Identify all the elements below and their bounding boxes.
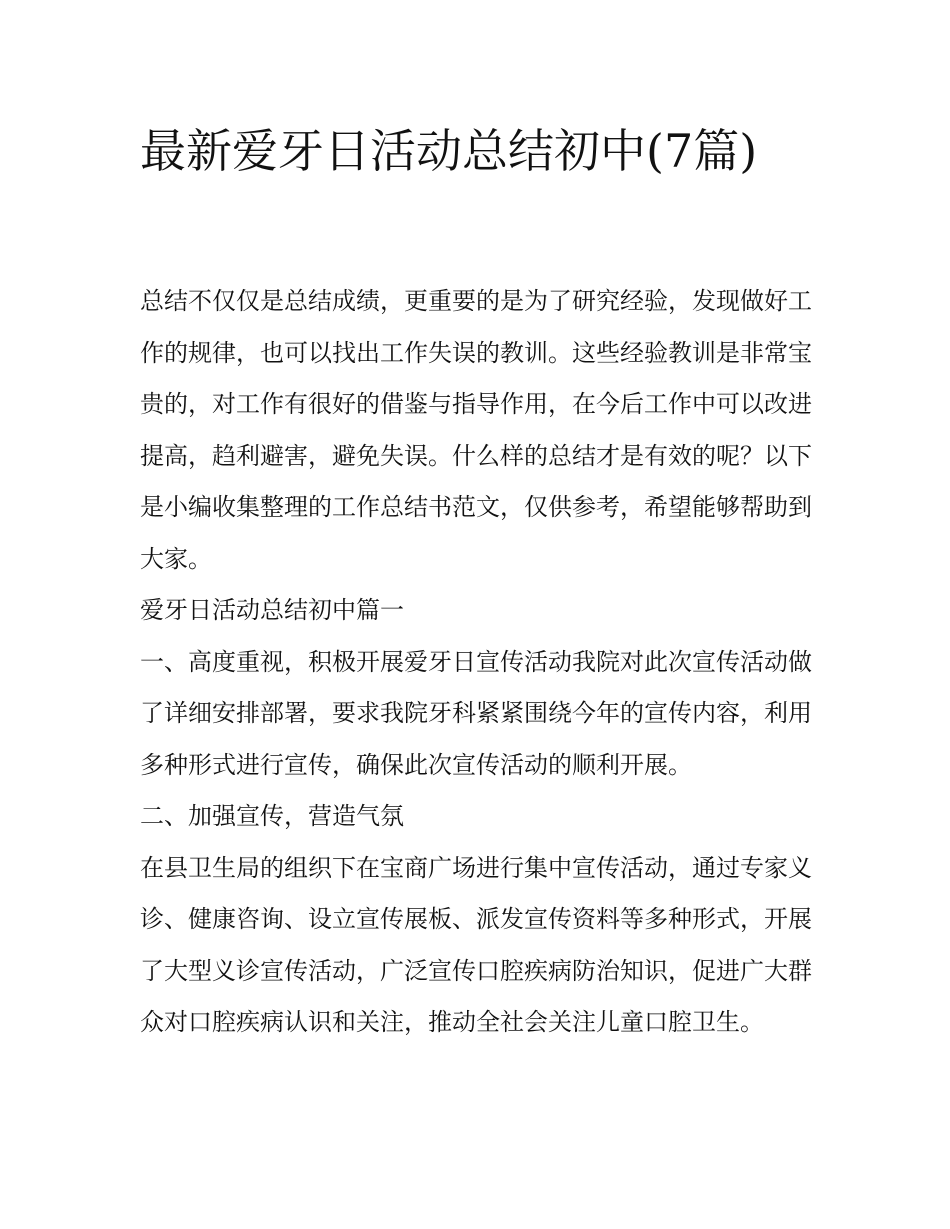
activity-paragraph: 在县卫生局的组织下在宝商广场进行集中宣传活动，通过专家义诊、健康咨询、设立宣传展板、派发宣传资料等多种形式，开展了大型义诊宣传活动，广泛宣传口腔疾病防治知识，促进广大群众对口腔疾病认识和关注，推动全社会关注儿童口腔卫生。 bbox=[140, 853, 812, 1036]
document-body bbox=[140, 276, 812, 1049]
document-title: 最新爱牙日活动总结初中(7篇) bbox=[140, 124, 758, 178]
point-one-paragraph: 一、高度重视，积极开展爱牙日宣传活动我院对此次宣传活动做了详细安排部署，要求我院牙科紧紧围绕今年的宣传内容，利用多种形式进行宣传，确保此次宣传活动的顺利开展。 bbox=[140, 647, 812, 779]
point-two-heading: 二、加强宣传，营造气氛 bbox=[140, 802, 404, 830]
section-heading-part-one: 爱牙日活动总结初中篇一 bbox=[140, 596, 404, 624]
intro-paragraph: 总结不仅仅是总结成绩，更重要的是为了研究经验，发现做好工作的规律，也可以找出工作失误的教训。这些经验教训是非常宝贵的，对工作有很好的借鉴与指导作用，在今后工作中可以改进提高，趋利避害，避免失误。什么样的总结才是有效的呢？以下是小编收集整理的工作总结书范文，仅供参考，希望能够帮助到大家。 bbox=[140, 287, 812, 573]
